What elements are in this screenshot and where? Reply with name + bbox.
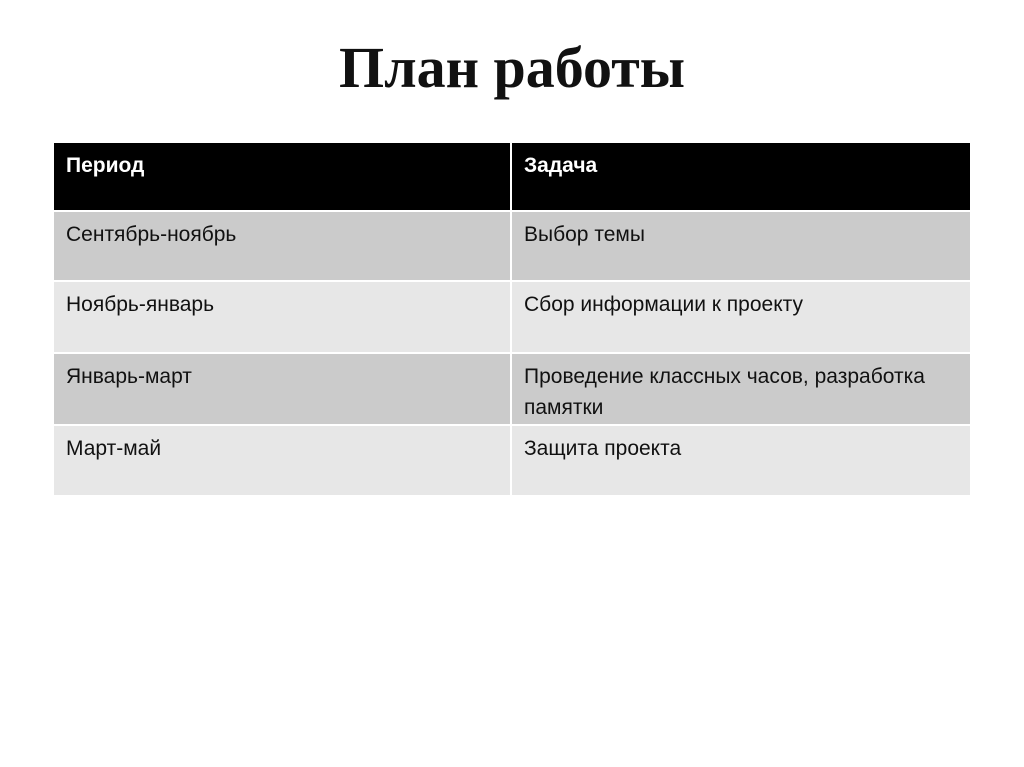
- period-cell: Январь-март: [54, 353, 511, 425]
- task-cell: Сбор информации к проекту: [511, 281, 970, 353]
- task-cell: Проведение классных часов, разработка памятки: [511, 353, 970, 425]
- page-title: План работы: [338, 35, 686, 100]
- column-header-period: Период: [54, 143, 511, 211]
- period-cell: Ноябрь-январь: [54, 281, 511, 353]
- task-cell: Защита проекта: [511, 425, 970, 495]
- table-header-row: [54, 143, 970, 211]
- task-cell: Выбор темы: [511, 211, 970, 281]
- table-row: [54, 425, 970, 495]
- table-row: [54, 281, 970, 353]
- table-row: [54, 211, 970, 281]
- period-cell: Март-май: [54, 425, 511, 495]
- period-cell: Сентябрь-ноябрь: [54, 211, 511, 281]
- column-header-task: Задача: [511, 143, 970, 211]
- table-row: [54, 353, 970, 425]
- plan-table: [54, 143, 970, 495]
